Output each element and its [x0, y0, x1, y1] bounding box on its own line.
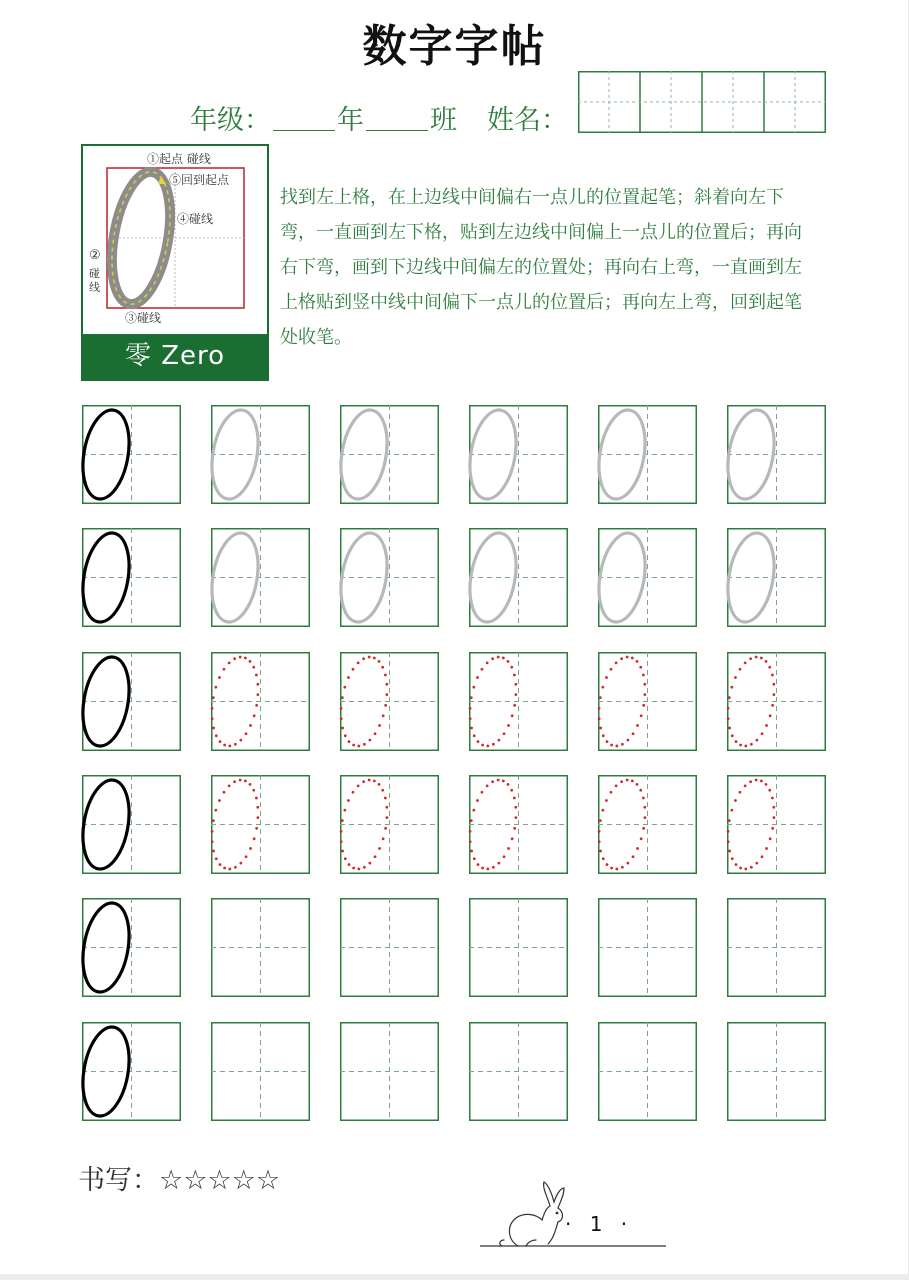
practice-cell[interactable] [722, 528, 826, 627]
practice-cell[interactable] [598, 1022, 697, 1121]
name-label: 姓名： [487, 105, 568, 136]
annotation-step2-number: ② [89, 248, 101, 263]
practice-cell[interactable] [722, 405, 826, 504]
practice-cell[interactable] [211, 898, 310, 997]
writing-rating [78, 1158, 280, 1197]
page-number: · 1 · [565, 1212, 634, 1236]
practice-cell[interactable] [340, 898, 439, 997]
practice-cell[interactable] [462, 652, 568, 751]
practice-cell[interactable] [598, 898, 697, 997]
rabbit-icon [500, 1182, 564, 1246]
annotation-step5: ⑤回到起点 [169, 173, 230, 187]
grade-label: 年级： [190, 105, 271, 136]
practice-cell[interactable] [469, 898, 568, 997]
digit-caption: 零 Zero [83, 334, 267, 379]
practice-cell[interactable] [204, 652, 310, 751]
practice-cell[interactable] [591, 775, 697, 874]
grade-unit: 年 [337, 105, 364, 136]
practice-cell[interactable] [77, 652, 181, 751]
practice-cell[interactable] [469, 1022, 568, 1121]
practice-cell[interactable] [720, 775, 826, 874]
practice-cell[interactable] [464, 405, 568, 504]
practice-cell[interactable] [593, 405, 697, 504]
practice-cell[interactable] [211, 1022, 310, 1121]
practice-cell[interactable] [333, 775, 439, 874]
footer-rabbit-illustration [478, 1170, 668, 1250]
practice-cell[interactable] [77, 1022, 181, 1121]
class-unit: 班 [430, 105, 457, 136]
practice-cell[interactable] [335, 405, 439, 504]
practice-cell[interactable] [335, 528, 439, 627]
practice-cell[interactable] [77, 405, 181, 504]
practice-cell[interactable] [593, 528, 697, 627]
practice-cell[interactable] [340, 1022, 439, 1121]
practice-cell[interactable] [204, 775, 310, 874]
annotation-step2-text: 碰线 [89, 267, 100, 294]
practice-cell[interactable] [720, 652, 826, 751]
annotation-step4: ④碰线 [177, 212, 214, 226]
practice-cell[interactable] [727, 1022, 826, 1121]
practice-cell[interactable] [77, 528, 181, 627]
rating-label: 书写： [78, 1165, 159, 1196]
annotation-step1: ①起点 碰线 [147, 152, 211, 166]
practice-cell[interactable] [727, 898, 826, 997]
rating-stars[interactable]: ☆☆☆☆☆ [159, 1165, 281, 1196]
practice-cell[interactable] [333, 652, 439, 751]
practice-cell[interactable] [591, 652, 697, 751]
page-title: 数字字帖 [362, 21, 547, 72]
practice-cell[interactable] [464, 528, 568, 627]
practice-cell[interactable] [206, 528, 310, 627]
practice-cell[interactable] [77, 898, 181, 997]
practice-cell[interactable] [462, 775, 568, 874]
practice-cell[interactable] [206, 405, 310, 504]
writing-instructions: 找到左上格，在上边线中间偏右一点儿的位置起笔；斜着向左下弯，一直画到左下格，贴到左边线中间偏上一点儿的位置后；再向右下弯，画到下边线中间偏左的位置处；再向右上弯，一直画到左上格贴到竖中线中间偏下一点儿的位置后；再向左上弯，回到起笔处收笔。 [280, 187, 802, 348]
practice-cell[interactable] [77, 775, 181, 874]
annotation-step3: ③碰线 [125, 311, 162, 325]
